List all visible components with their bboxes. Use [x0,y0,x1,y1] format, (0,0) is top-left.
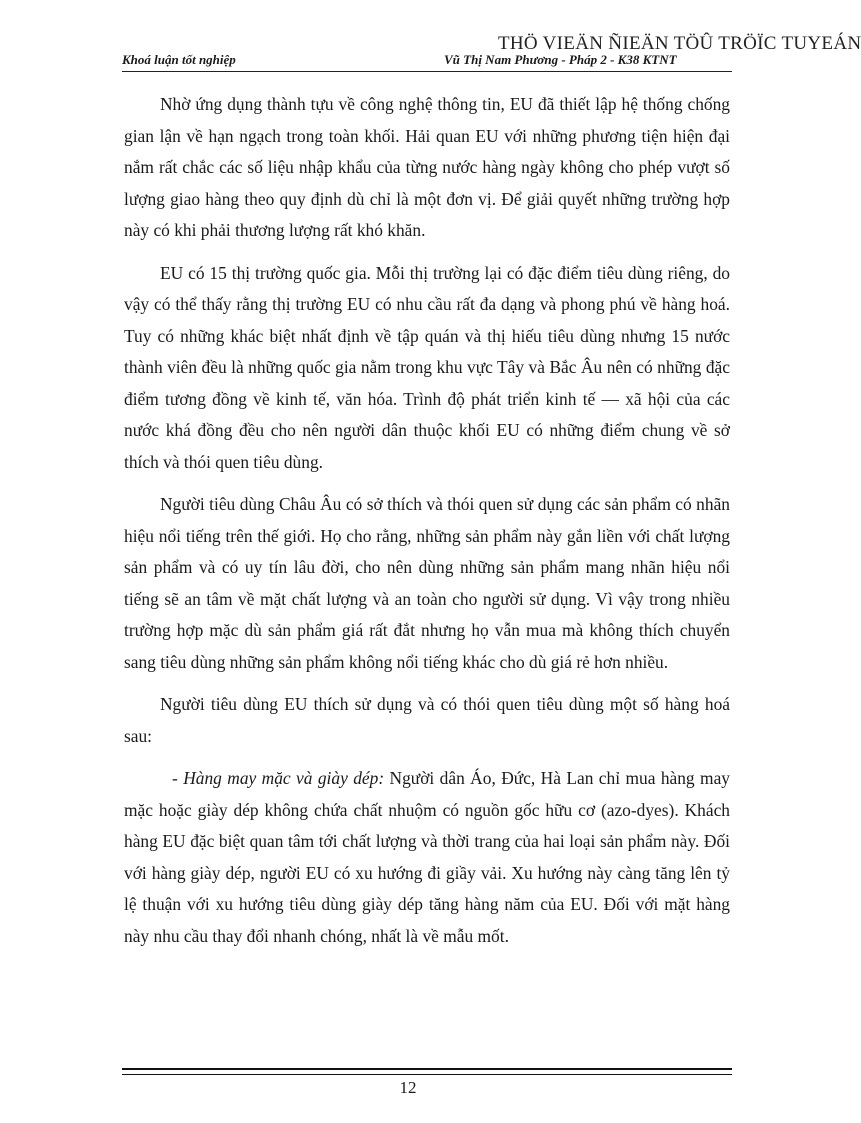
watermark-text: THÖ VIEÄN ÑIEÄN TÖÛ TRÖÏC TUYEÁN [498,33,861,54]
paragraph: Nhờ ứng dụng thành tựu về công nghệ thông tin, EU đã thiết lập hệ thống chống gian lận về hạn ngạch trong toàn khối. Hải quan EU với những phương tiện hiện đại nắm rất chắc các số liệu nhập khẩu của từng nước hàng ngày không cho phép vượt số lượng giao hàng theo quy định dù chỉ là một đơn vị. Để giải quyết những trường hợp này có khi phải thương lượng rất khó khăn. [124,94,730,240]
body-text [124,89,730,963]
item-lead: - Hàng may mặc và giày dép: [172,768,385,788]
item-text: Người dân Áo, Đức, Hà Lan chỉ mua hàng may mặc hoặc giày dép không chứa chất nhuộm có nguồn gốc hữu cơ (azo-dyes). Khách hàng EU đặc biệt quan tâm tới chất lượng và thời trang của hai loại sản phẩm này. Đối với hàng giày dép, người EU có xu hướng đi giầy vải. Xu hướng này càng tăng lên tỷ lệ thuận với xu hướng tiêu dùng giày dép tăng hàng năm của EU. Đối với mặt hàng này nhu cầu thay đổi nhanh chóng, nhất là về mẫu mốt. [124,768,730,946]
paragraph: Người tiêu dùng Châu Âu có sở thích và thói quen sử dụng các sản phẩm có nhãn hiệu nổi tiếng trên thế giới. Họ cho rằng, những sản phẩm này gắn liền với chất lượng sản phẩm và có uy tín lâu đời, cho nên dùng những sản phẩm mang nhãn hiệu nổi tiếng sẽ an tâm về mặt chất lượng và an toàn cho người sử dụng. Vì vậy trong nhiều trường hợp mặc dù sản phẩm giá rất đắt nhưng họ vẫn mua mà không thích chuyển sang tiêu dùng những sản phẩm không nổi tiếng khác cho dù giá rẻ hơn nhiều. [124,494,730,672]
paragraph: Người tiêu dùng EU thích sử dụng và có thói quen tiêu dùng một số hàng hoá sau: [124,694,730,746]
page-header [122,52,732,70]
header-left-title: Khoá luận tốt nghiệp [122,52,236,67]
header-divider [122,71,732,72]
footer-divider [122,1068,732,1075]
header-right-author: Vũ Thị Nam Phương - Pháp 2 - K38 KTNT [444,52,677,67]
paragraph: EU có 15 thị trường quốc gia. Mỗi thị trường lại có đặc điểm tiêu dùng riêng, do vậy có thể thấy rằng thị trường EU có nhu cầu rất đa dạng và phong phú về hàng hoá. Tuy có những khác biệt nhất định về tập quán và thị hiếu tiêu dùng nhưng 15 nước thành viên đều là những quốc gia nằm trong khu vực Tây và Bắc Âu nên có những đặc điểm tương đồng về kinh tế, văn hóa. Trình độ phát triển kinh tế — xã hội của các nước khá đồng đều cho nên người dân thuộc khối EU có những điểm chung về sở thích và thói quen tiêu dùng. [124,262,730,472]
page-number: 12 [399,1078,417,1097]
list-item-paragraph [124,763,730,952]
